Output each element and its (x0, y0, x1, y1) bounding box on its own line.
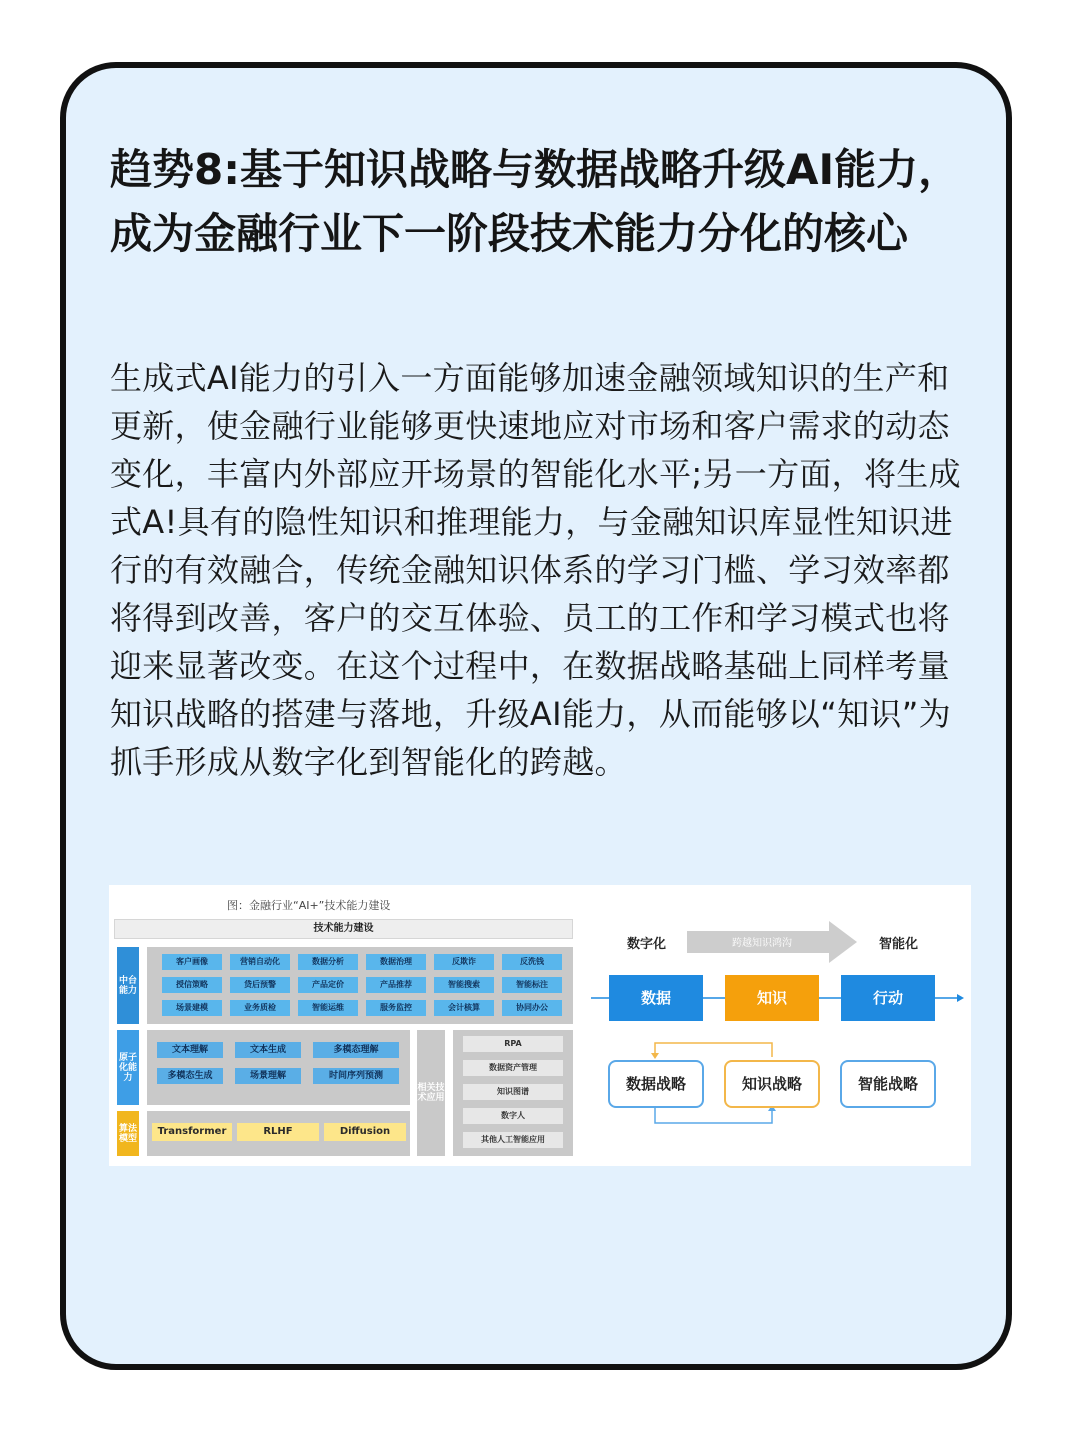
related-tech-chip: 知识图谱 (463, 1084, 563, 1100)
capability-chip: 客户画像 (162, 954, 222, 970)
model-chip: RLHF (237, 1123, 319, 1141)
capability-chip: 协同办公 (502, 1000, 562, 1016)
flow-box-data: 数据 (609, 975, 703, 1021)
related-tech-label: 相关技术应用 (417, 1030, 445, 1156)
capability-chip: 授信策略 (162, 977, 222, 993)
atomic-chip: 文本理解 (157, 1042, 223, 1058)
capability-chip: 贷后预警 (230, 977, 290, 993)
capability-chip: 营销自动化 (230, 954, 290, 970)
figure-caption: 图：金融行业“AI+”技术能力建设 (227, 899, 391, 912)
layer-label-atomic: 原子化能力 (117, 1030, 139, 1105)
capability-chip: 数据分析 (298, 954, 358, 970)
capability-chip: 智能标注 (502, 977, 562, 993)
intelligence-label: 智能化 (879, 937, 919, 952)
related-tech-chip: 数字人 (463, 1108, 563, 1124)
related-tech-panel (453, 1030, 573, 1156)
related-tech-chip: 数据资产管理 (463, 1060, 563, 1076)
capability-chip: 场景建模 (162, 1000, 222, 1016)
layer-label-algorithm: 算法模型 (117, 1111, 139, 1156)
strategy-knowledge: 知识战略 (724, 1060, 820, 1108)
capability-header: 技术能力建设 (114, 919, 573, 939)
page-title: 趋势8:基于知识战略与数据战略升级AI能力，成为金融行业下一阶段技术能力分化的核心 (110, 145, 961, 258)
capability-chip: 产品推荐 (366, 977, 426, 993)
flow-box-action: 行动 (841, 975, 935, 1021)
atomic-chip: 多模态生成 (157, 1068, 223, 1084)
layer-panel-atomic (147, 1030, 410, 1105)
model-chip: Diffusion (324, 1123, 406, 1141)
capability-chip: 服务监控 (366, 1000, 426, 1016)
capability-chip: 反欺诈 (434, 954, 494, 970)
capability-chip: 智能搜索 (434, 977, 494, 993)
capability-chip: 产品定价 (298, 977, 358, 993)
atomic-chip: 多模态理解 (313, 1042, 399, 1058)
digitalization-label: 数字化 (627, 937, 667, 952)
related-tech-chip: 其他人工智能应用 (463, 1132, 563, 1148)
strategy-intelligence: 智能战略 (840, 1060, 936, 1108)
layer-panel-algorithm (147, 1111, 410, 1156)
layer-panel-middle-platform (147, 947, 573, 1024)
capability-chip: 反洗钱 (502, 954, 562, 970)
layer-label-middle-platform: 中台能力 (117, 947, 139, 1024)
model-chip: Transformer (152, 1123, 232, 1141)
related-tech-chip: RPA (463, 1036, 563, 1052)
capability-chip: 会计核算 (434, 1000, 494, 1016)
atomic-chip: 文本生成 (235, 1042, 301, 1058)
capability-chip: 数据治理 (366, 954, 426, 970)
flow-box-knowledge: 知识 (725, 975, 819, 1021)
strategy-data: 数据战略 (608, 1060, 704, 1108)
diagram-figure (109, 885, 971, 1166)
body-text: 生成式AI能力的引入一方面能够加速金融领域知识的生产和更新，使金融行业能够更快速地应对市场和客户需求的动态变化，丰富内外部应开场景的智能化水平;另一方面，将生成式A!具有的隐性知识和推理能力，与金融知识库显性知识进行的有效融合，传统金融知识体系的学习门槛、学习效率都将得到改善，客户的交互体验、员工的工作和学习模式也将迎来显著改变。在这个过程中，在数据战略基础上同样考量知识战略的搭建与落地，升级AI能力，从而能够以“知识”为抓手形成从数字化到智能化的跨越。 (110, 359, 961, 781)
atomic-chip: 场景理解 (235, 1068, 301, 1084)
capability-chip: 智能运维 (298, 1000, 358, 1016)
capability-chip: 业务质检 (230, 1000, 290, 1016)
gap-arrow-label: 跨越知识鸿沟 (732, 938, 792, 949)
atomic-chip: 时间序列预测 (313, 1068, 399, 1084)
